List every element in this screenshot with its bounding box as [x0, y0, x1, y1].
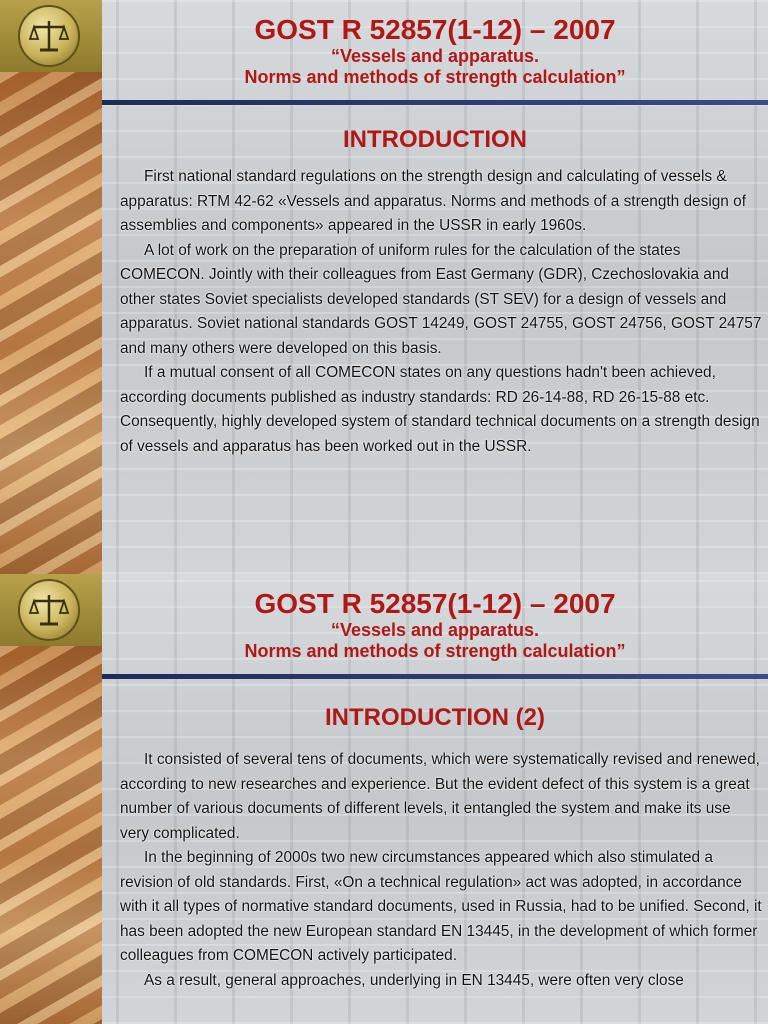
slide-title: GOST R 52857(1-12) – 2007: [254, 14, 616, 45]
paragraph: In the beginning of 2000s two new circumstances appeared which also stimulated a revision of old standards. First, «On a technical regulation» act was adopted, in accordance with it all types of normative standard documents, used in Russia, had to be unified. Second, it has been adopted the new European standard EN 13445, in the development of which former colleagues from COMECON actively participated.: [120, 849, 762, 964]
logo-box: [0, 574, 102, 646]
slide-title: GOST R 52857(1-12) – 2007: [254, 588, 616, 619]
paragraph: If a mutual consent of all COMECON states on any questions hadn't been achieved, according documents published as industry standards: RD 26-14-88, RD 26-15-88 etc. Consequently, highly developed system of standard technical documents on a strength design of vessels and apparatus has been worked out in the USSR.: [120, 364, 760, 455]
pipes-decoration: [0, 72, 102, 574]
body-text: [120, 748, 762, 993]
scales-logo-icon: [18, 579, 80, 641]
slide-header: [102, 14, 768, 88]
slide-header: [102, 588, 768, 662]
slide-subtitle-line1: “Vessels and apparatus.: [330, 620, 540, 640]
slide-2: [0, 574, 768, 1024]
scales-logo-icon: [18, 5, 80, 67]
paragraph: It consisted of several tens of documents, which were systematically revised and renewed, according to new researches and experience. But the evident defect of this system is a great number of various documents of different levels, it entangled the system and make its use very complicated.: [120, 751, 760, 842]
section-title: INTRODUCTION (2): [325, 704, 545, 731]
section-title: INTRODUCTION: [343, 126, 527, 153]
slide-subtitle-line1: “Vessels and apparatus.: [330, 46, 540, 66]
paragraph: As a result, general approaches, underlying in EN 13445, were often very close: [144, 971, 684, 989]
paragraph: First national standard regulations on the strength design and calculating of vessels & apparatus: RTM 42-62 «Vessels and apparatus. Norms and methods of a strength design of assemblies and components» appeared in the USSR in early 1960s.: [120, 168, 746, 234]
slide-subtitle-line2: Norms and methods of strength calculation”: [244, 641, 626, 661]
slide-subtitle-line2: Norms and methods of strength calculation”: [244, 67, 626, 87]
header-divider: [102, 674, 768, 679]
paragraph: A lot of work on the preparation of uniform rules for the calculation of the states COMECON. Jointly with their colleagues from East Germany (GDR), Czechoslovakia and other states Soviet specialists developed standards (ST SEV) for a design of vessels and apparatus. Soviet national standards GOST 14249, GOST 24755, GOST 24756, GOST 24757 and many others were developed on this basis.: [120, 241, 762, 357]
logo-box: [0, 0, 102, 72]
header-divider: [102, 100, 768, 105]
pipes-decoration: [0, 646, 102, 1024]
body-text: [120, 165, 762, 459]
